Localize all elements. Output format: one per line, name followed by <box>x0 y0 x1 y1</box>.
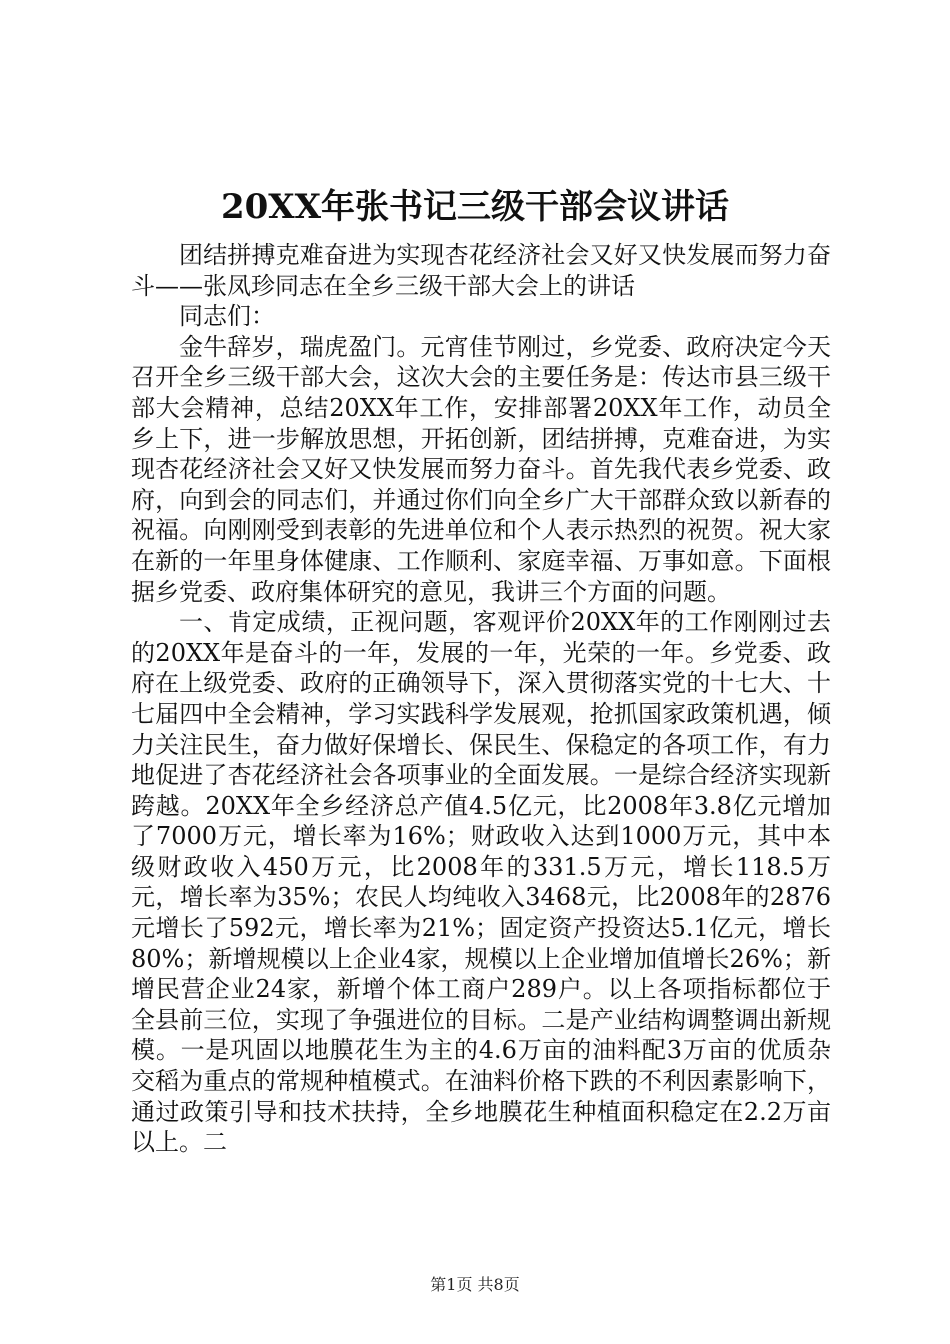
document-title: 20XX年张书记三级干部会议讲话 <box>220 187 730 227</box>
subtitle-paragraph: 团结拼搏克难奋进为实现杏花经济社会又好又快发展而努力奋斗——张凤珍同志在全乡三级干部大会上的讲话 <box>131 241 831 300</box>
document-body <box>131 240 831 1158</box>
section-one-paragraph: 一、肯定成绩，正视问题，客观评价20XX年的工作刚刚过去的20XX年是奋斗的一年，发展的一年，光荣的一年。乡党委、政府在上级党委、政府的正确领导下，深入贯彻落实党的十七大、十七届四中全会精神，学习实践科学发展观，抢抓国家政策机遇，倾力关注民生，奋力做好保增长、保民生、保稳定的各项工作，有力地促进了杏花经济社会各项事业的全面发展。一是综合经济实现新跨越。20XX年全乡经济总产值4.5亿元，比2008年3.8亿元增加了7000万元，增长率为16%；财政收入达到1000万元，其中本级财政收入450万元，比2008年的331.5万元，增长118.5万元，增长率为35%；农民人均纯收入3468元，比2008年的2876元增长了592元，增长率为21%；固定资产投资达5.1亿元，增长80%；新增规模以上企业4家，规模以上企业增加值增长26%；新增民营企业24家，新增个体工商户289户。以上各项指标都位于全县前三位，实现了争强进位的目标。二是产业结构调整调出新规模。一是巩固以地膜花生为主的4.6万亩的油料配3万亩的优质杂交稻为重点的常规种植模式。在油料价格下跌的不利因素影响下，通过政策引导和技术扶持，全乡地膜花生种植面积稳定在2.2万亩以上。二 <box>131 608 831 1157</box>
page-footer: 第1页 共8页 <box>430 1275 520 1294</box>
opening-paragraph: 金牛辞岁，瑞虎盈门。元宵佳节刚过，乡党委、政府决定今天召开全乡三级干部大会，这次大会的主要任务是：传达市县三级干部大会精神，总结20XX年工作，安排部署20XX年工作，动员全乡上下，进一步解放思想，开拓创新，团结拼搏，克难奋进，为实现杏花经济社会又好又快发展而努力奋斗。首先我代表乡党委、政府，向到会的同志们，并通过你们向全乡广大干部群众致以新春的祝福。向刚刚受到表彰的先进单位和个人表示热烈的祝贺。祝大家在新的一年里身体健康、工作顺利、家庭幸福、万事如意。下面根据乡党委、政府集体研究的意见，我讲三个方面的问题。 <box>131 332 831 606</box>
salutation-paragraph: 同志们： <box>179 302 275 331</box>
